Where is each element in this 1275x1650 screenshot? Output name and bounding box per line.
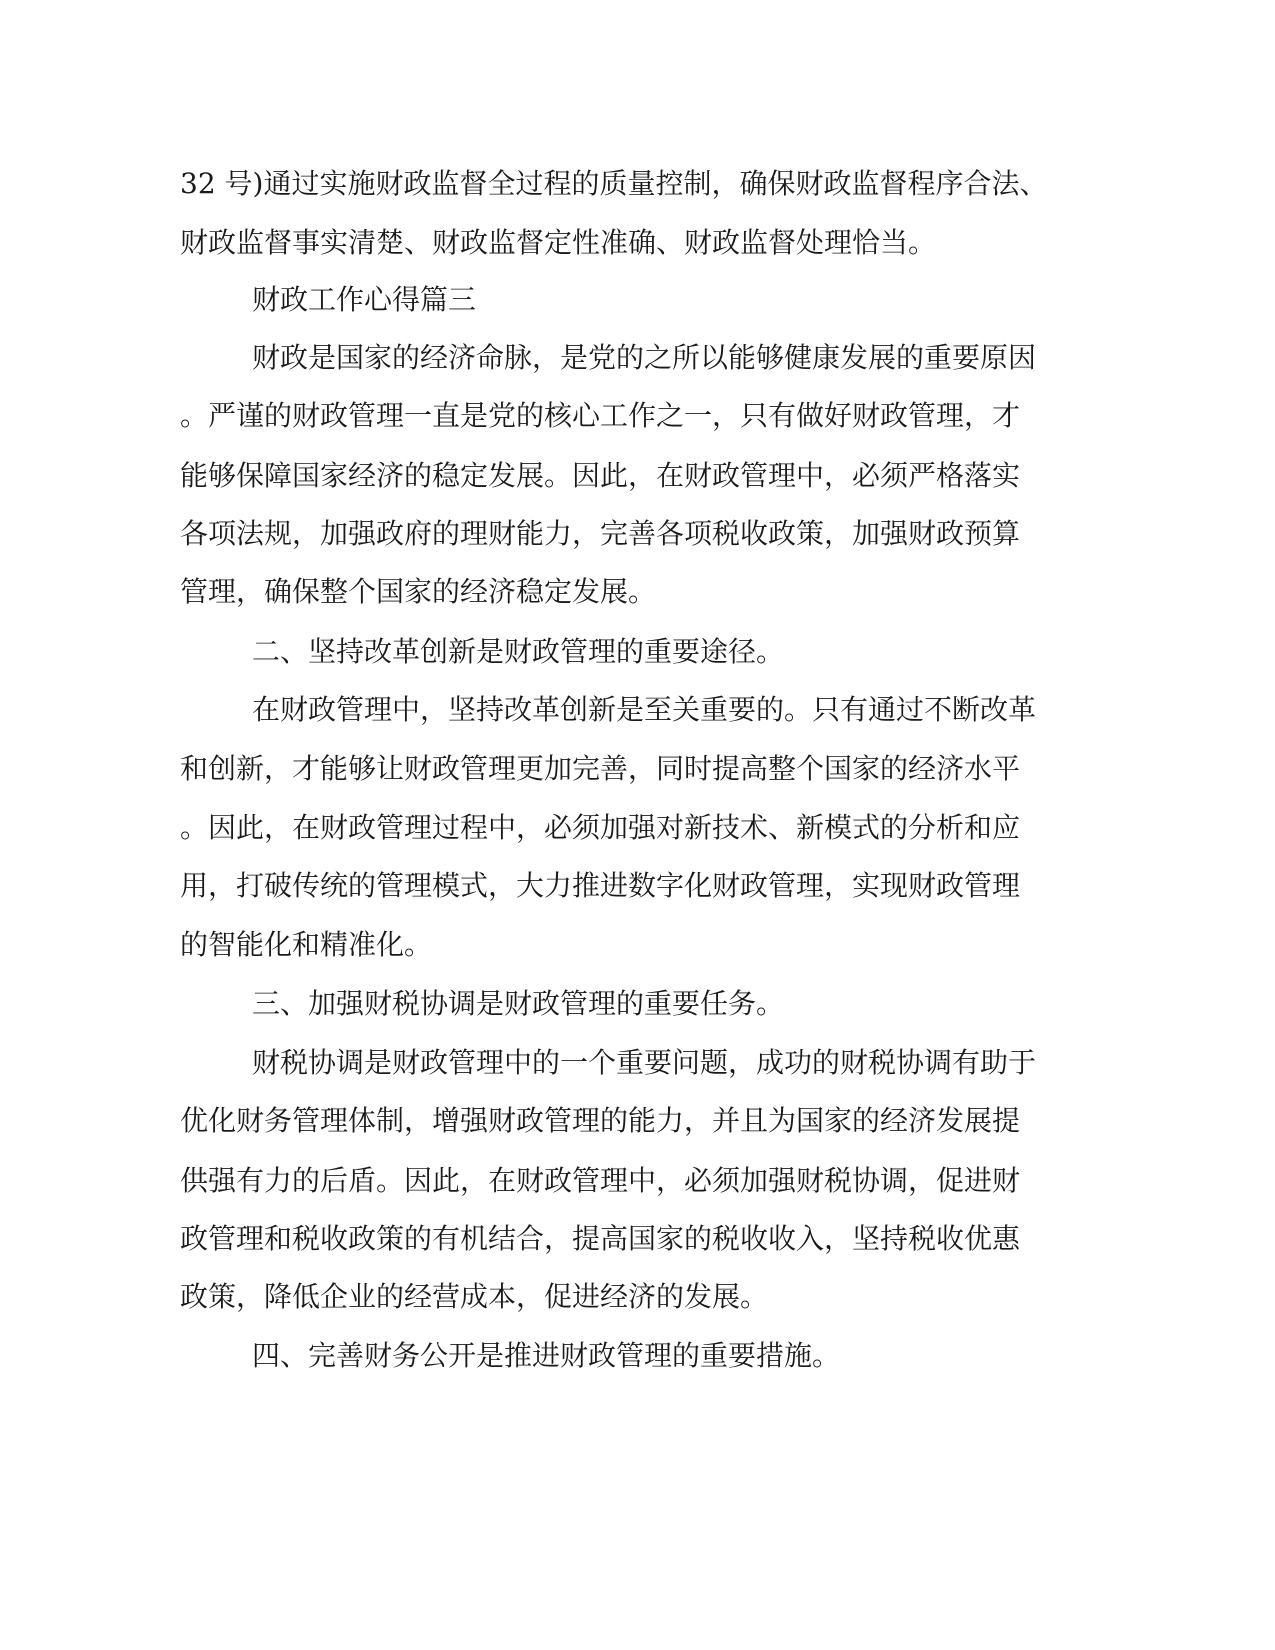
paragraph-line: 用，打破传统的管理模式，大力推进数字化财政管理，实现财政管理 <box>180 869 1021 902</box>
paragraph-line: 在财政管理中，坚持改革创新是至关重要的。只有通过不断改革 <box>252 693 1037 726</box>
section-heading: 二、坚持改革创新是财政管理的重要途径。 <box>252 635 785 668</box>
paragraph-line: 优化财务管理体制，增强财政管理的能力，并且为国家的经济发展提 <box>180 1104 1021 1137</box>
paragraph-line: 32 号)通过实施财政监督全过程的质量控制，确保财政监督程序合法、 <box>180 167 1048 200</box>
paragraph-line: 政管理和税收政策的有机结合，提高国家的税收收入，坚持税收优惠 <box>180 1222 1021 1255</box>
section-title: 财政工作心得篇三 <box>252 283 477 316</box>
paragraph-line: 管理，确保整个国家的经济稳定发展。 <box>180 575 657 608</box>
section-heading: 四、完善财务公开是推进财政管理的重要措施。 <box>252 1339 841 1372</box>
paragraph-line: 能够保障国家经济的稳定发展。因此，在财政管理中，必须严格落实 <box>180 459 1021 492</box>
paragraph-line: 。因此，在财政管理过程中，必须加强对新技术、新模式的分析和应 <box>180 811 1021 844</box>
paragraph-line: 供强有力的后盾。因此，在财政管理中，必须加强财税协调，促进财 <box>180 1164 1021 1197</box>
paragraph-line: 政策，降低企业的经营成本，促进经济的发展。 <box>180 1280 769 1313</box>
paragraph-line: 财政是国家的经济命脉，是党的之所以能够健康发展的重要原因 <box>252 341 1037 374</box>
paragraph-line: 和创新，才能够让财政管理更加完善，同时提高整个国家的经济水平 <box>180 752 1021 785</box>
paragraph-line: 财税协调是财政管理中的一个重要问题，成功的财税协调有助于 <box>252 1046 1037 1079</box>
paragraph-line: 各项法规，加强政府的理财能力，完善各项税收政策，加强财政预算 <box>180 517 1021 550</box>
paragraph-line: 财政监督事实清楚、财政监督定性准确、财政监督处理恰当。 <box>180 226 937 259</box>
paragraph-line: 的智能化和精准化。 <box>180 928 433 961</box>
section-heading: 三、加强财税协调是财政管理的重要任务。 <box>252 987 785 1020</box>
paragraph-line: 。严谨的财政管理一直是党的核心工作之一，只有做好财政管理，才 <box>180 399 1021 432</box>
